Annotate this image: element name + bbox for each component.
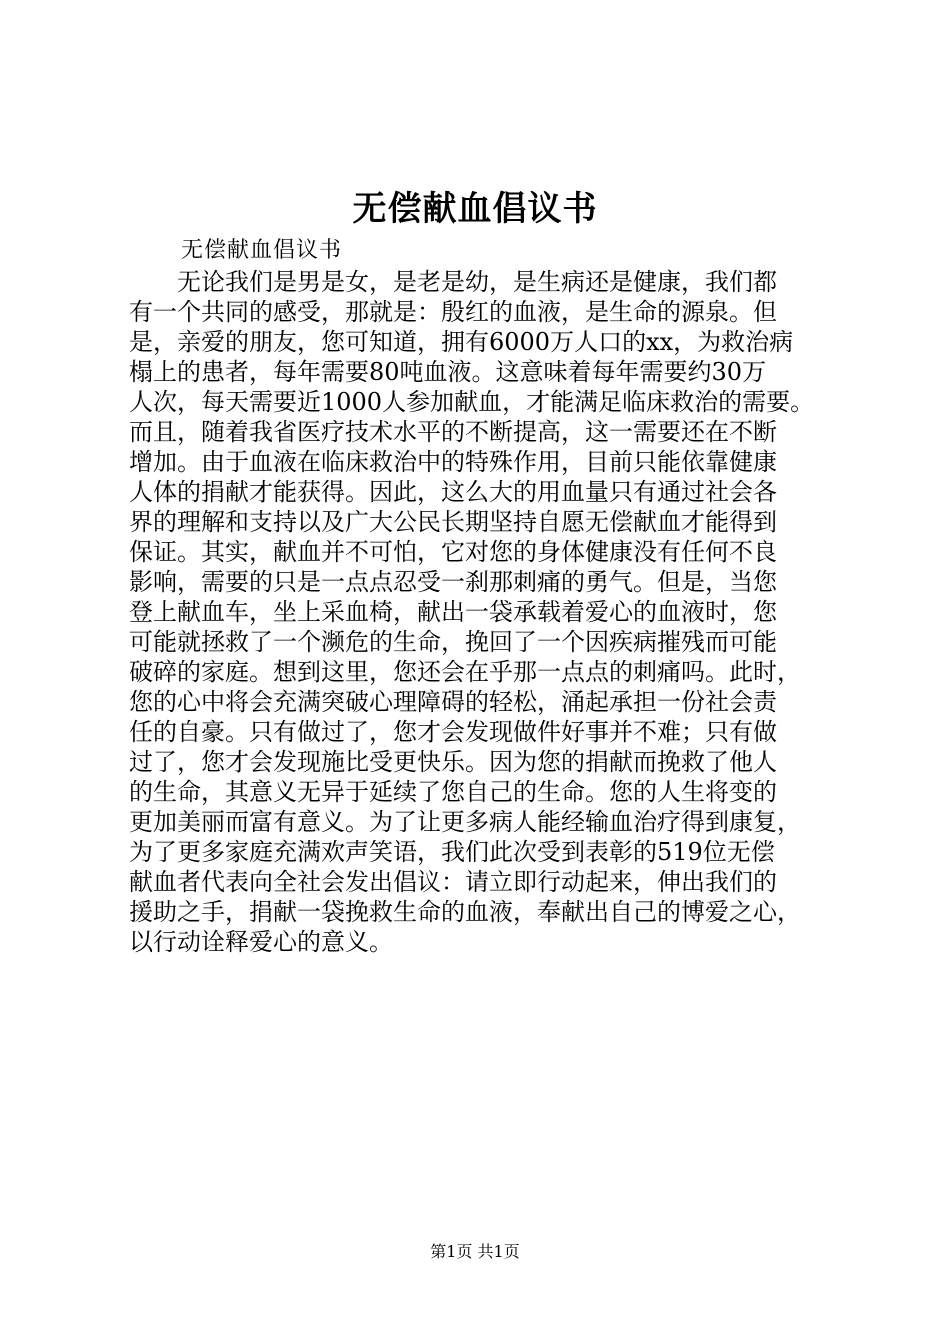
body-line: 您的心中将会充满突破心理障碍的轻松，涌起承担一份社会责 [129, 688, 777, 716]
body-line: 援助之手，捐献一袋挽救生命的血液，奉献出自己的博爱之心， [129, 898, 801, 926]
page-footer: 第1页 共1页 [430, 1242, 520, 1261]
body-line: 榻上的患者，每年需要80吨血液。这意味着每年需要约30万 [129, 358, 767, 386]
body-line: 是，亲爱的朋友，您可知道，拥有6000万人口的xx，为救治病 [129, 328, 794, 356]
body-line: 登上献血车，坐上采血椅，献出一袋承载着爱心的血液时，您 [129, 598, 777, 626]
body-line: 献血者代表向全社会发出倡议：请立即行动起来，伸出我们的 [129, 868, 777, 896]
body-line: 界的理解和支持以及广大公民长期坚持自愿无偿献血才能得到 [129, 508, 777, 536]
body-line: 人体的捐献才能获得。因此，这么大的用血量只有通过社会各 [129, 478, 777, 506]
body-line: 有一个共同的感受，那就是：殷红的血液，是生命的源泉。但 [129, 298, 777, 326]
body-line: 以行动诠释爱心的意义。 [129, 928, 393, 956]
body-line: 的生命，其意义无异于延续了您自己的生命。您的人生将变的 [129, 778, 777, 806]
document-title: 无偿献血倡议书 [352, 189, 598, 229]
body-line: 任的自豪。只有做过了，您才会发现做件好事并不难；只有做 [129, 718, 777, 746]
document-body [129, 267, 853, 957]
body-line: 影响，需要的只是一点点忍受一刹那刺痛的勇气。但是，当您 [129, 568, 777, 596]
body-line: 而且，随着我省医疗技术水平的不断提高，这一需要还在不断 [129, 418, 777, 446]
body-line: 无论我们是男是女，是老是幼，是生病还是健康，我们都 [129, 268, 777, 296]
body-line: 为了更多家庭充满欢声笑语，我们此次受到表彰的519位无偿 [129, 838, 775, 866]
body-line: 可能就拯救了一个濒危的生命，挽回了一个因疾病摧残而可能 [129, 628, 777, 656]
body-line: 过了，您才会发现施比受更快乐。因为您的捐献而挽救了他人 [129, 748, 777, 776]
body-line: 人次，每天需要近1000人参加献血，才能满足临床救治的需要。 [129, 388, 815, 416]
body-line: 更加美丽而富有意义。为了让更多病人能经输血治疗得到康复， [129, 808, 801, 836]
document-subtitle: 无偿献血倡议书 [181, 238, 343, 263]
body-line: 保证。其实，献血并不可怕，它对您的身体健康没有任何不良 [129, 538, 777, 566]
body-line: 破碎的家庭。想到这里，您还会在乎那一点点的刺痛吗。此时， [129, 658, 801, 686]
body-line: 增加。由于血液在临床救治中的特殊作用，目前只能依靠健康 [129, 448, 777, 476]
